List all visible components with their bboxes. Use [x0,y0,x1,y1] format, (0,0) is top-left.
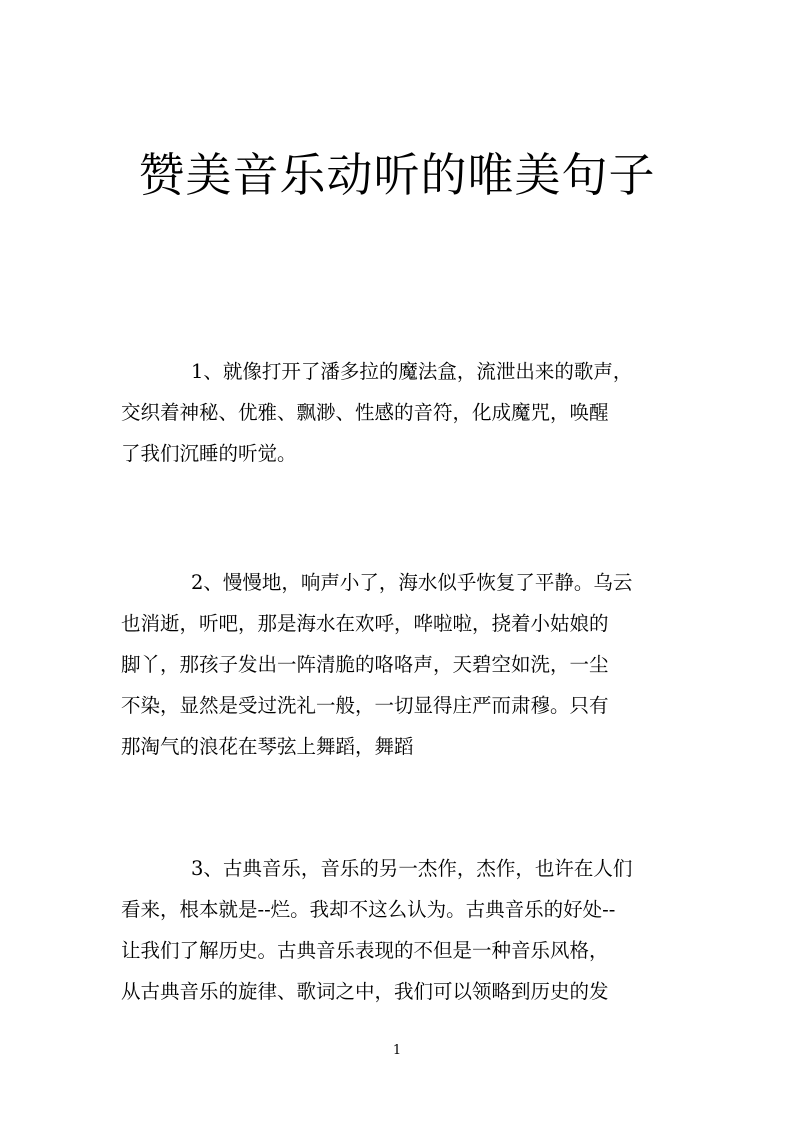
paragraph-1 [121,351,681,474]
paragraph-line: 3、古典音乐，音乐的另一杰作，杰作，也许在人们 [191,857,633,880]
paragraph-line: 也消逝，听吧，那是海水在欢呼，哗啦啦，挠着小姑娘的 [121,612,609,635]
paragraph-line: 2、慢慢地，响声小了，海水似乎恢复了平静。乌云 [191,571,633,594]
paragraph-line: 不染，显然是受过洗礼一般，一切显得庄严而肃穆。只有 [121,694,609,717]
paragraph-line: 看来，根本就是--烂。我却不这么认为。古典音乐的好处-- [121,898,616,921]
paragraph-line: 让我们了解历史。古典音乐表现的不但是一种音乐风格， [121,939,609,962]
page-title: 赞美音乐动听的唯美句子 [138,148,656,202]
paragraph-line: 交织着神秘、优雅、飘渺、性感的音符，化成魔咒，唤醒 [121,401,609,424]
paragraph-line: 了我们沉睡的听觉。 [121,442,297,465]
page-number: 1 [392,1043,402,1058]
paragraph-line: 那淘气的浪花在琴弦上舞蹈，舞蹈 [121,735,414,758]
paragraph-line: 从古典音乐的旋律、歌词之中，我们可以领略到历史的发 [121,980,609,1003]
paragraph-line: 脚丫，那孩子发出一阵清脆的咯咯声，天碧空如洗，一尘 [121,653,609,676]
paragraph-2 [121,562,681,767]
paragraph-3 [121,848,681,1012]
paragraph-line: 1、就像打开了潘多拉的魔法盒，流泄出来的歌声， [191,360,633,383]
